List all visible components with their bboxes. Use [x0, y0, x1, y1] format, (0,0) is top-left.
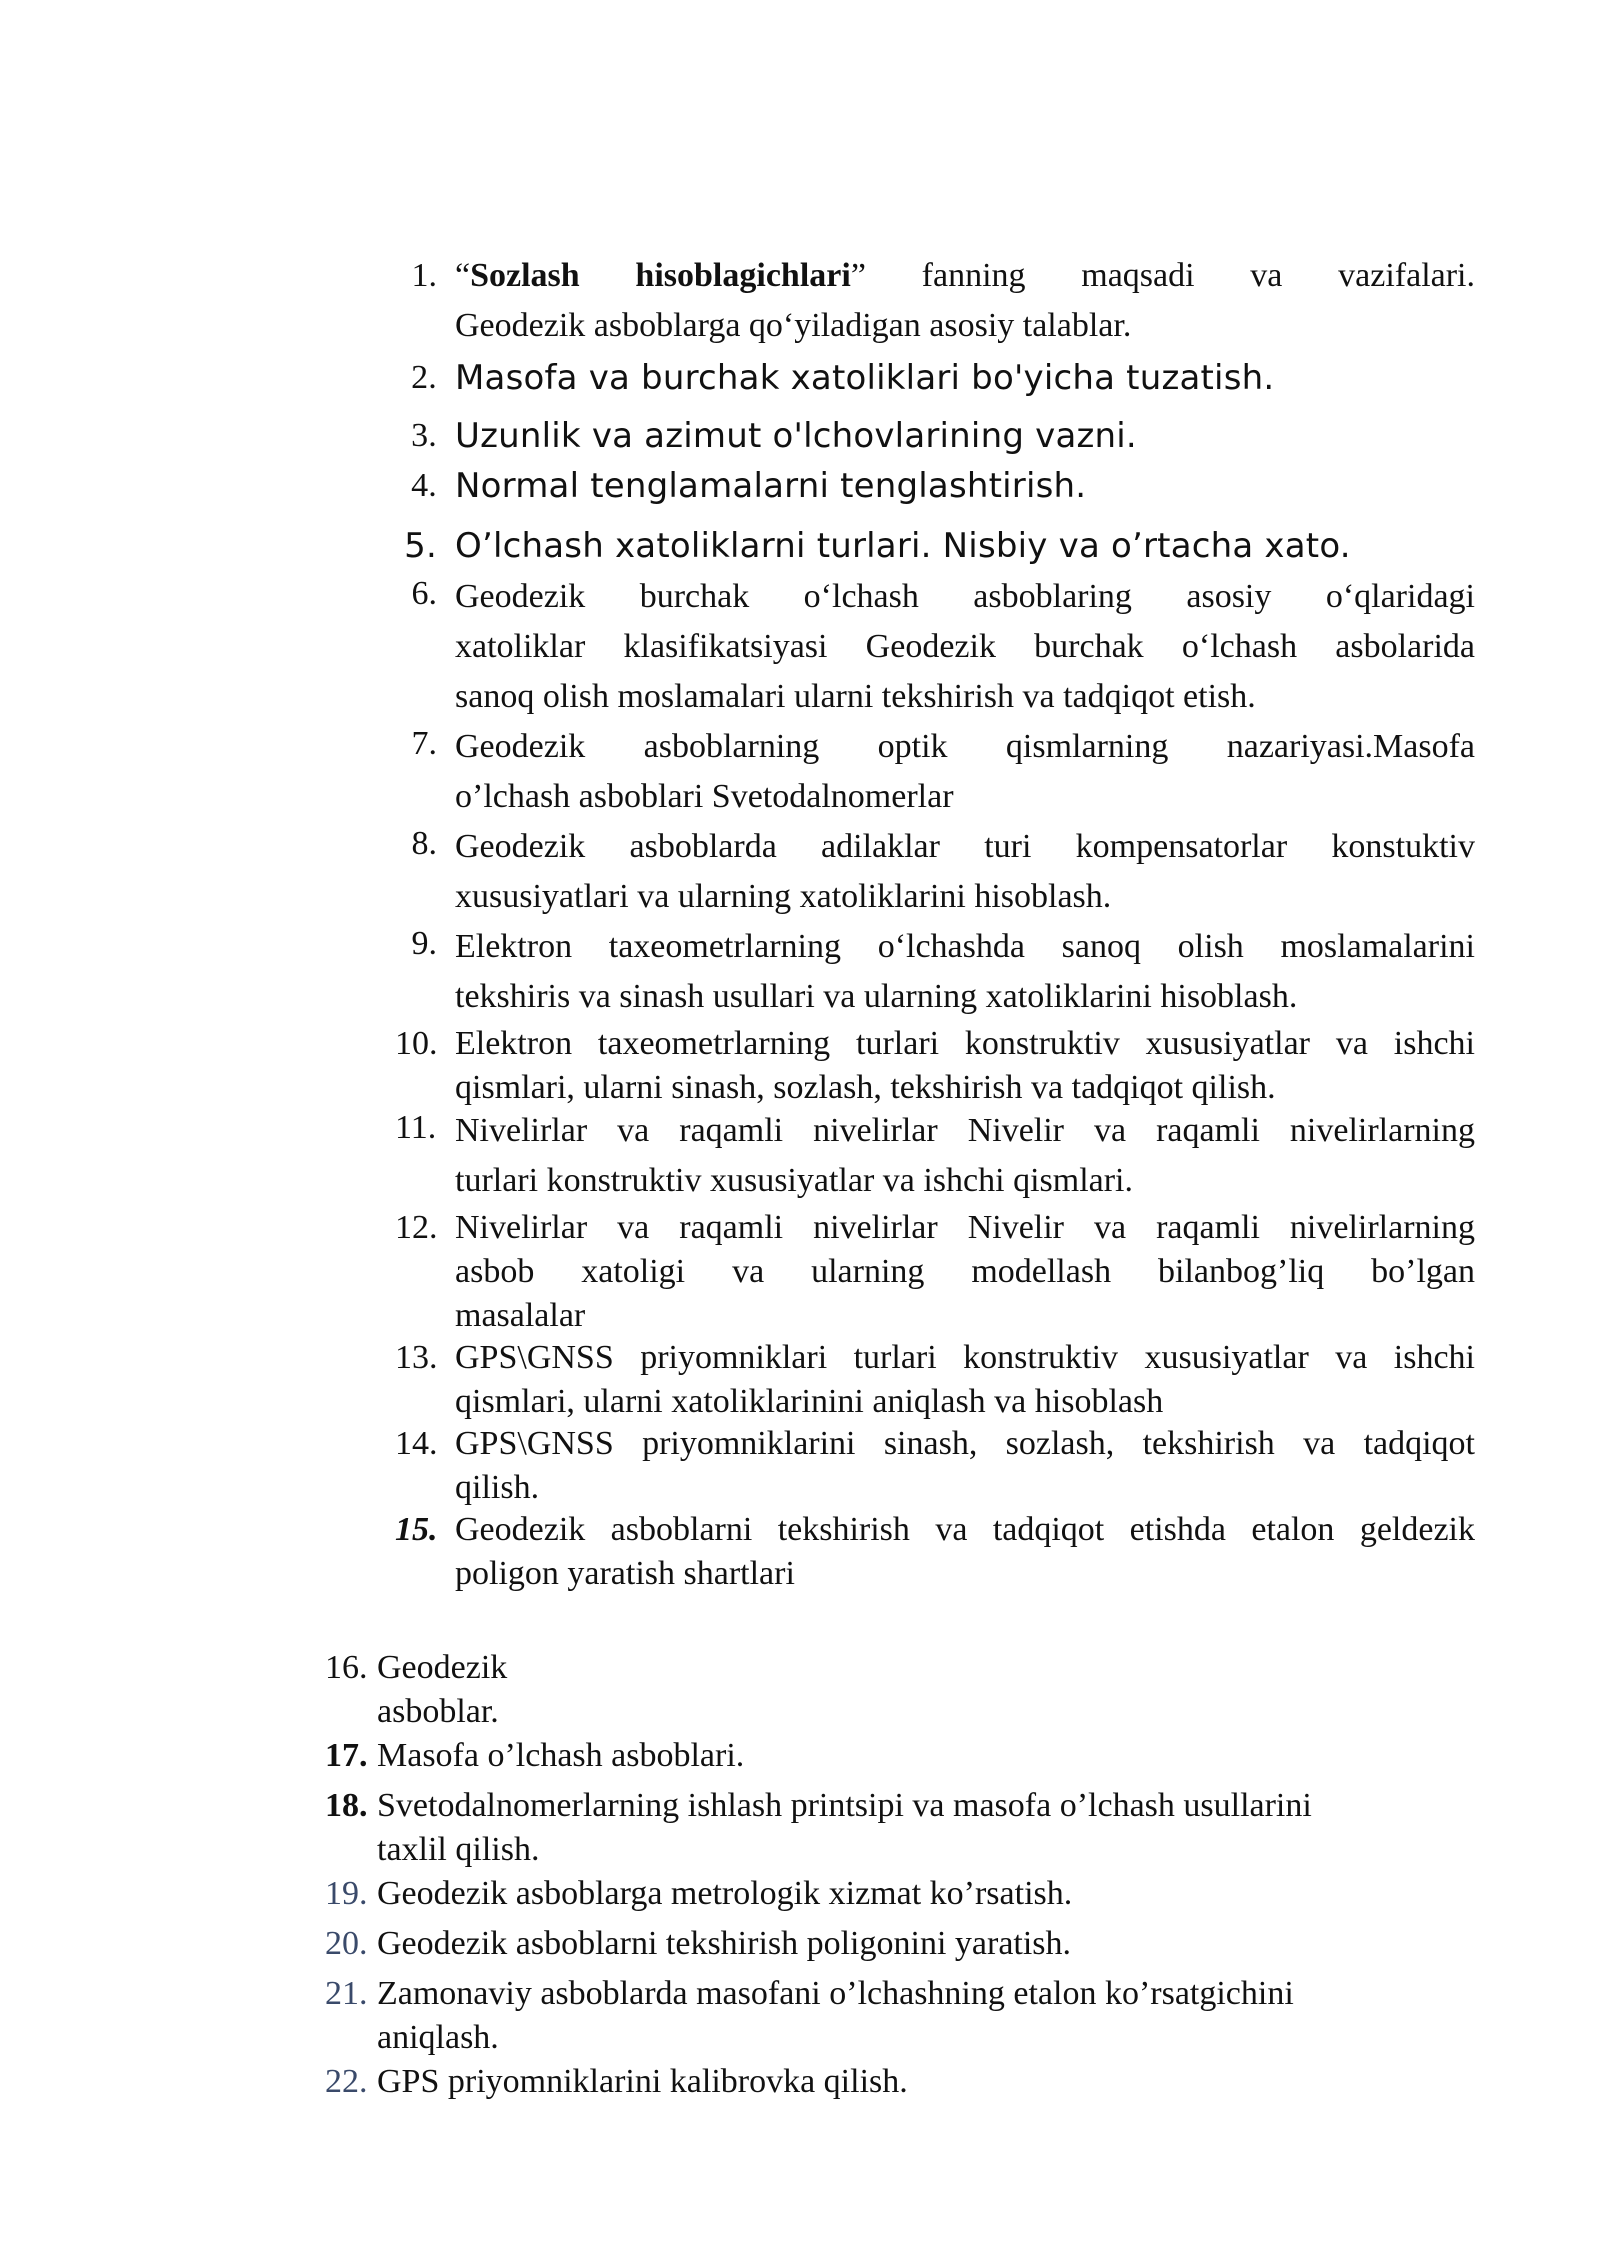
item-text-line: turlari konstruktiv xususiyatlar va ishchi qismlari.: [455, 1162, 1134, 1199]
item-text-line: Geodezik burchak o‘lchash asboblaring asosiy o‘qlaridagi: [455, 578, 1475, 615]
item-text-line: Zamonaviy asboblarda masofani o’lchashning etalon ko’rsatgichini: [377, 1975, 1294, 2012]
item-number: 3.: [411, 417, 437, 454]
item-number: 7.: [411, 725, 437, 762]
item-text-line: aniqlash.: [377, 2019, 499, 2056]
item-text-line: Elektron taxeometrlarning o‘lchashda sanoq olish moslamalarini: [455, 928, 1475, 965]
item-text-line: Elektron taxeometrlarning turlari konstruktiv xususiyatlar va ishchi: [455, 1025, 1475, 1062]
item-text-line: GPS priyomniklarini kalibrovka qilish.: [377, 2063, 908, 2100]
item-number: 4.: [411, 467, 437, 504]
item-text-line: xususiyatlari va ularning xatoliklarini hisoblash.: [455, 878, 1112, 915]
item-text-line: GPS\GNSS priyomniklari turlari konstruktiv xususiyatlar va ishchi: [455, 1339, 1475, 1376]
item-text-line: asbob xatoligi va ularning modellash bilanbog’liq bo’lgan: [455, 1253, 1475, 1290]
item-text-line: qilish.: [455, 1469, 540, 1506]
item-text: Uzunlik va azimut o'lchovlarining vazni.: [455, 416, 1137, 456]
item-number: 5.: [404, 526, 437, 566]
item-text-line: Geodezik asboblarni tekshirish va tadqiqot etishda etalon geldezik: [455, 1511, 1475, 1548]
item-text-line: tekshiris va sinash usullari va ularning xatoliklarini hisoblash.: [455, 978, 1298, 1015]
item-text-line: Geodezik asboblarning optik qismlarning nazariyasi.Masofa: [455, 728, 1475, 765]
item-text-line: qismlari, ularni sinash, sozlash, tekshirish va tadqiqot qilish.: [455, 1069, 1276, 1106]
item-number: 8.: [411, 825, 437, 862]
item-text: Masofa va burchak xatoliklari bo'yicha tuzatish.: [455, 358, 1275, 398]
item-text-line: Geodezik asboblarga metrologik xizmat ko’rsatish.: [377, 1875, 1073, 1912]
item-number: 17.: [325, 1737, 368, 1774]
item-number: 16.: [325, 1649, 368, 1686]
item-text-line: “Sozlash hisoblagichlari” fanning maqsadi va vazifalari.: [455, 257, 1475, 294]
item-text-line: Geodezik asboblarda adilaklar turi kompensatorlar konstuktiv: [455, 828, 1475, 865]
item-text-line: poligon yaratish shartlari: [455, 1555, 795, 1592]
item-number: 18.: [325, 1787, 368, 1824]
item-number: 22.: [325, 2063, 368, 2100]
item-text-line: Geodezik asboblarga qo‘yiladigan asosiy talablar.: [455, 307, 1132, 344]
item-number: 13.: [395, 1339, 438, 1376]
item-text-line: Masofa o’lchash asboblari.: [377, 1737, 745, 1774]
item-text-line: sanoq olish moslamalari ularni tekshirish va tadqiqot etish.: [455, 678, 1256, 715]
item-number: 1.: [411, 257, 437, 294]
item-number: 15.: [395, 1511, 438, 1548]
item-text-line: asboblar.: [377, 1693, 499, 1730]
item-text-line: masalalar: [455, 1297, 586, 1334]
item-bold-title: Sozlash hisoblagichlari: [470, 257, 851, 294]
item-text-line: xatoliklar klasifikatsiyasi Geodezik burchak o‘lchash asbolarida: [455, 628, 1475, 665]
item-text-line: o’lchash asboblari Svetodalnomerlar: [455, 778, 954, 815]
item-text: Normal tenglamalarni tenglashtirish.: [455, 466, 1087, 506]
item-number: 20.: [325, 1925, 368, 1962]
item-number: 6.: [411, 575, 437, 612]
item-text-line: Svetodalnomerlarning ishlash printsipi va masofa o’lchash usullarini: [377, 1787, 1312, 1824]
item-text-line: GPS\GNSS priyomniklarini sinash, sozlash, tekshirish va tadqiqot: [455, 1425, 1475, 1462]
item-text-line: Nivelirlar va raqamli nivelirlar Nivelir va raqamli nivelirlarning: [455, 1209, 1475, 1246]
item-text-line: qismlari, ularni xatoliklarinini aniqlash va hisoblash: [455, 1383, 1164, 1420]
item-text-line: Geodezik asboblarni tekshirish poligonini yaratish.: [377, 1925, 1072, 1962]
item-number: 19.: [325, 1875, 368, 1912]
item-text: O’lchash xatoliklarni turlari. Nisbiy va o’rtacha xato.: [455, 526, 1351, 566]
item-number: 21.: [325, 1975, 368, 2012]
item-number: 2.: [411, 359, 437, 396]
item-text-line: Geodezik: [377, 1649, 508, 1686]
item-number: 11.: [395, 1109, 437, 1146]
item-text-line: taxlil qilish.: [377, 1831, 540, 1868]
item-number: 14.: [395, 1425, 438, 1462]
item-number: 9.: [411, 925, 437, 962]
item-number: 10.: [395, 1025, 438, 1062]
item-text-line: Nivelirlar va raqamli nivelirlar Nivelir va raqamli nivelirlarning: [455, 1112, 1475, 1149]
item-number: 12.: [395, 1209, 438, 1246]
